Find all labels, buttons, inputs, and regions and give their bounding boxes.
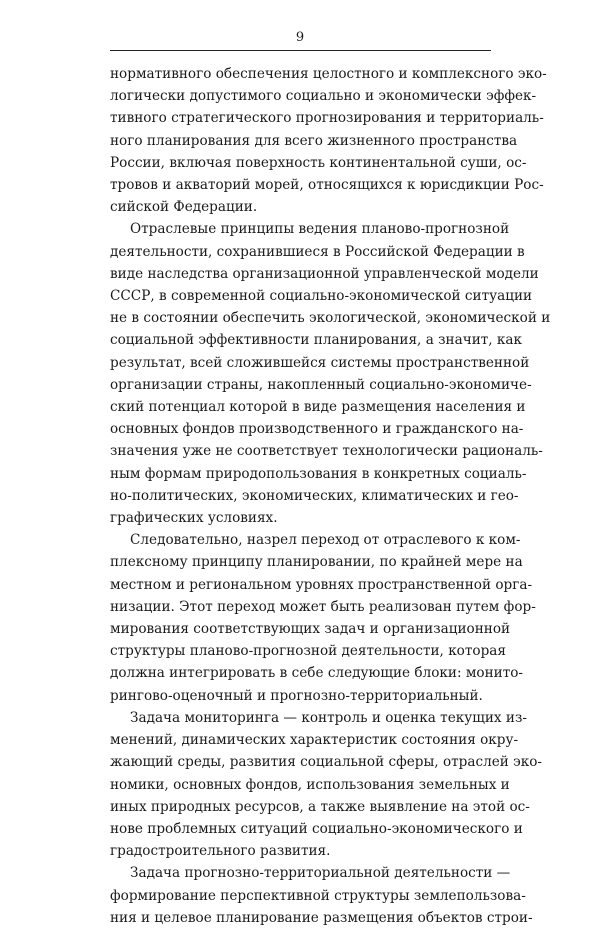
text-line: местном и региональном уровнях пространственной орга- — [110, 576, 533, 593]
text-line: иных природных ресурсов, а также выявление на этой ос- — [110, 798, 530, 815]
text-line: виде наследства организационной управленческой модели — [110, 265, 539, 282]
text-line: ния и целевое планирование размещения объектов строи- — [110, 909, 533, 926]
text-line: структуры планово-прогнозной деятельности, которая — [110, 643, 506, 660]
text-line: Отраслевые принципы ведения планово-прогнозной — [130, 221, 510, 238]
text-line: жающий среды, развития социальной сферы, отраслей эко- — [110, 754, 543, 771]
paragraph-forecast-task — [110, 862, 533, 929]
text-line: сийской Федерации. — [110, 199, 258, 216]
text-line: ного планирования для всего жизненного пространства — [110, 132, 518, 149]
text-line: тивного стратегического прогнозирования и территориаль- — [110, 110, 544, 127]
text-line: основных фондов производственного и гражданского на- — [110, 421, 524, 438]
text-line: плексному принципу планировании, по крайней мере на — [110, 554, 523, 571]
paragraph-transition — [110, 529, 536, 707]
text-line: социальной эффективности планирования, а значит, как — [110, 332, 523, 349]
text-line: тровов и акваторий морей, относящихся к юрисдикции Рос- — [110, 177, 544, 194]
page-number: 9 — [295, 30, 305, 45]
text-line: градостроительного развития. — [110, 843, 331, 860]
paragraph-continuation — [110, 63, 547, 218]
text-line: низации. Этот переход может быть реализован путем фор- — [110, 598, 536, 615]
header-rule — [110, 50, 491, 51]
text-line: номики, основных фондов, использования земельных и — [110, 776, 510, 793]
text-line: ский потенциал которой в виде размещения населения и — [110, 399, 526, 416]
body-text — [110, 63, 551, 929]
paragraph-monitoring-task — [110, 707, 543, 862]
text-line: не в состоянии обеспечить экологической, экономической и — [110, 310, 551, 327]
text-line: ным формам природопользования в конкретных социаль- — [110, 465, 527, 482]
text-line: деятельности, сохранившиеся в Российской Федерации в — [110, 243, 525, 260]
text-line: Задача мониторинга — контроль и оценка текущих из- — [130, 709, 527, 726]
text-line: СССР, в современной социально-экономической ситуации — [110, 288, 533, 305]
text-line: результат, всей сложившейся системы пространственной — [110, 354, 530, 371]
text-line: Задача прогнозно-территориальной деятельности — — [130, 865, 511, 882]
text-line: организации страны, накопленный социально-экономиче- — [110, 376, 532, 393]
text-line: должна интегрировать в себе следующие блоки: монито- — [110, 665, 524, 682]
text-line: значения уже не соответствует технологически рациональ- — [110, 443, 543, 460]
text-line: нормативного обеспечения целостного и комплексного эко- — [110, 66, 547, 82]
text-line: логически допустимого социально и экономически эффек- — [110, 88, 537, 105]
text-line: Следовательно, назрел переход от отраслевого к ком- — [130, 532, 521, 549]
text-line: мирования соответствующих задач и организационной — [110, 621, 511, 638]
text-line: формирование перспективной структуры землепользова- — [110, 887, 526, 904]
text-line: графических условиях. — [110, 510, 278, 527]
paragraph-sectoral-principles — [110, 218, 551, 529]
text-line: России, включая поверхность континентальной суши, ос- — [110, 154, 527, 171]
text-line: рингово-оценочный и прогнозно-территориальный. — [110, 687, 483, 704]
text-line: менений, динамических характеристик состояния окру- — [110, 732, 519, 749]
text-line: но-политических, экономических, климатических и гео- — [110, 487, 519, 504]
text-line: нове проблемных ситуаций социально-экономического и — [110, 820, 523, 837]
